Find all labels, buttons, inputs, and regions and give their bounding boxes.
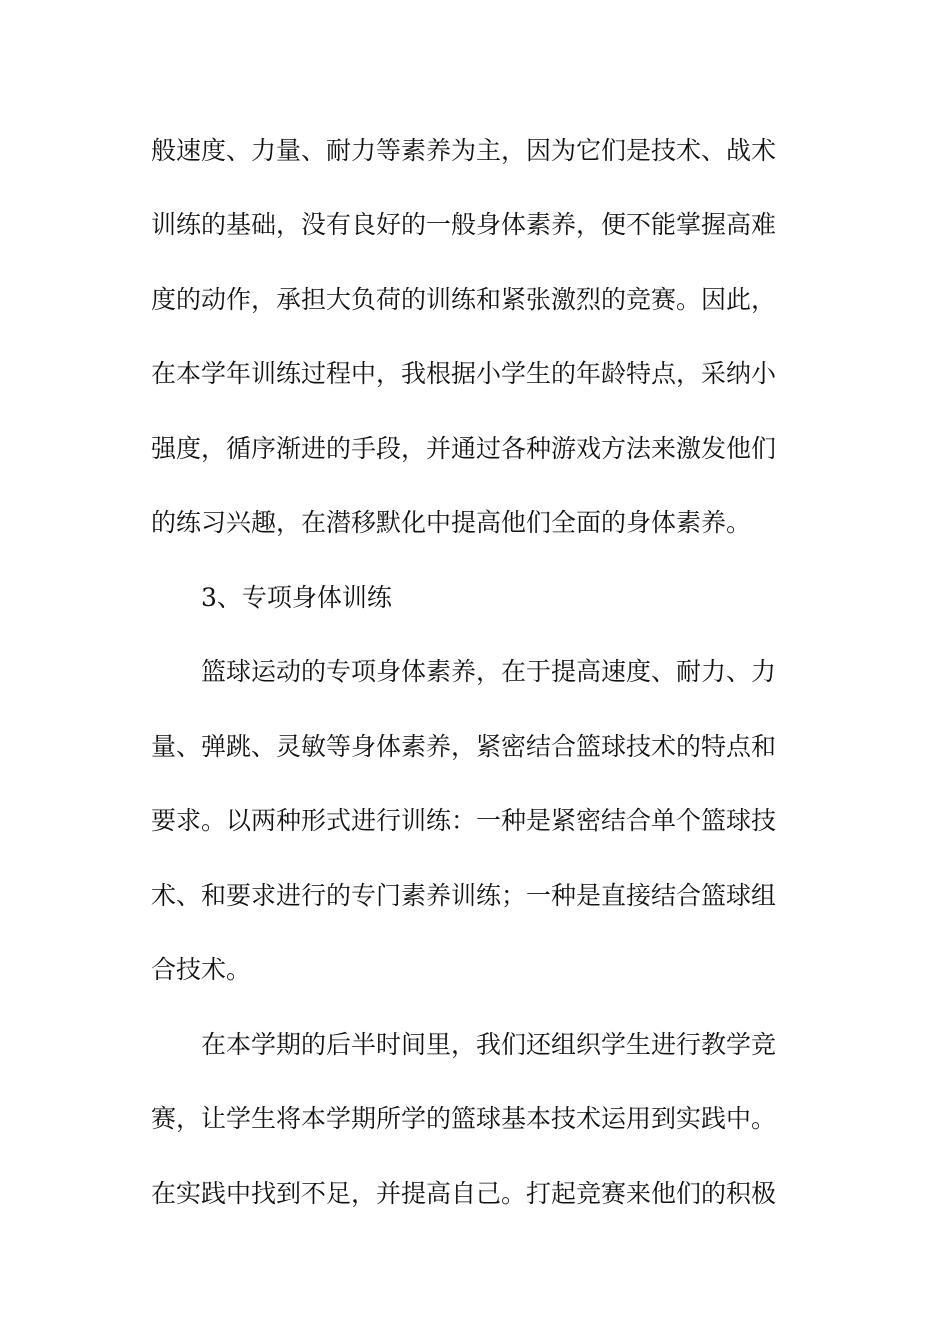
text-line: 强度，循序渐进的手段，并通过各种游戏方法来激发他们 — [151, 434, 777, 463]
text-line: 在本学年训练过程中，我根据小学生的年龄特点，采纳小 — [151, 359, 777, 388]
text-line: 篮球运动的专项身体素养，在于提高速度、耐力、力 — [201, 657, 777, 686]
text-line: 在实践中找到不足，并提高自己。打起竞赛来他们的积极 — [151, 1179, 777, 1208]
text-line: 合技术。 — [151, 955, 252, 984]
text-line: 要求。以两种形式进行训练：一种是紧密结合单个篮球技 — [151, 806, 777, 835]
section-heading: 3、专项身体训练 — [201, 583, 392, 612]
text-line: 术、和要求进行的专门素养训练；一种是直接结合篮球组 — [151, 881, 777, 910]
text-line: 的练习兴趣，在潜移默化中提高他们全面的身体素养。 — [151, 508, 752, 537]
text-line: 赛，让学生将本学期所学的篮球基本技术运用到实践中。 — [151, 1104, 777, 1133]
text-line: 训练的基础，没有良好的一般身体素养，便不能掌握高难 — [151, 210, 777, 239]
text-line: 在本学期的后半时间里，我们还组织学生进行教学竞 — [201, 1030, 777, 1059]
text-line: 量、弹跳、灵敏等身体素养，紧密结合篮球技术的特点和 — [151, 732, 777, 761]
text-line: 度的动作，承担大负荷的训练和紧张激烈的竞赛。因此， — [151, 285, 777, 314]
text-line: 般速度、力量、耐力等素养为主，因为它们是技术、战术 — [151, 136, 777, 165]
